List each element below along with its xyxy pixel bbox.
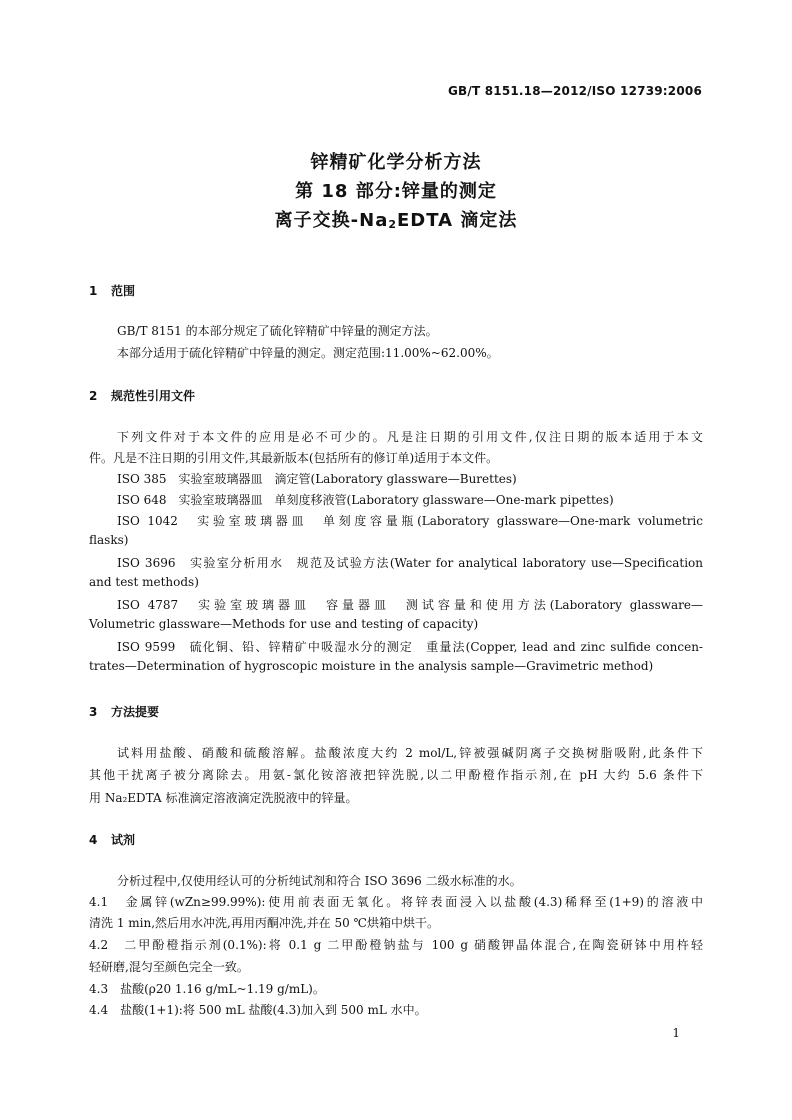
section-3-heading xyxy=(89,703,159,720)
reference-iso-4787-line-2: Volumetric glassware—Methods for use and testing of capacity) xyxy=(89,617,479,631)
section-4-intro: 分析过程中,仅使用经认可的分析纯试剂和符合 ISO 3696 二级水标准的水。 xyxy=(117,874,522,888)
reference-iso-1042-line-2: flasks) xyxy=(89,533,129,547)
title-line-3-a: 离子交换-Na xyxy=(274,210,389,231)
section-2-number: 2 xyxy=(89,389,98,403)
section-3-number: 3 xyxy=(89,705,98,719)
section-2-heading xyxy=(89,387,195,404)
section-3-line-1: 试料用盐酸、硝酸和硫酸溶解。盐酸浓度大约 2 mol/L,锌被强碱阴离子交换树脂吸附,此条件下 xyxy=(117,746,703,760)
section-4-title: 试剂 xyxy=(111,833,136,847)
section-1-paragraph-1: GB/T 8151 的本部分规定了硫化锌精矿中锌量的测定方法。 xyxy=(117,324,438,338)
section-3-line-3: 用 Na₂EDTA 标准滴定溶液滴定洗脱液中的锌量。 xyxy=(89,791,358,805)
reference-iso-9599-line-2: trates—Determination of hygroscopic moisture in the analysis sample—Gravimetric method) xyxy=(89,659,654,673)
section-2-intro-line-2: 件。凡是不注日期的引用文件,其最新版本(包括所有的修订单)适用于本文件。 xyxy=(89,451,499,465)
reagent-4-2-line-2: 轻研磨,混匀至颜色完全一致。 xyxy=(89,960,249,974)
section-1-paragraph-2: 本部分适用于硫化锌精矿中锌量的测定。测定范围:11.00%~62.00%。 xyxy=(117,346,499,360)
title-line-2: 第 18 部分:锌量的测定 xyxy=(295,181,497,202)
section-3-title: 方法提要 xyxy=(111,705,160,719)
reagent-4-3: 4.3 盐酸(ρ20 1.16 g/mL~1.19 g/mL)。 xyxy=(89,982,325,996)
section-4-number: 4 xyxy=(89,833,98,847)
section-3-line-2: 其他干扰离子被分离除去。用氨-氯化铵溶液把锌洗脱,以二甲酚橙作指示剂,在 pH 大约 5.6 条件下 xyxy=(89,768,703,782)
page-number: 1 xyxy=(672,1026,680,1040)
reference-iso-1042-line-1: ISO 1042 实验室玻璃器皿 单刻度容量瓶(Laboratory glassware—One-mark volumetric xyxy=(117,514,703,528)
reagent-4-4: 4.4 盐酸(1+1):将 500 mL 盐酸(4.3)加入到 500 mL 水中。 xyxy=(89,1003,427,1017)
reference-iso-3696-line-1: ISO 3696 实验室分析用水 规范及试验方法(Water for analytical laboratory use—Specification xyxy=(117,556,703,570)
title-line-3 xyxy=(0,206,792,239)
reference-iso-9599-line-1: ISO 9599 硫化铜、铅、锌精矿中吸湿水分的测定 重量法(Copper, lead and zinc sulfide concen- xyxy=(117,640,703,654)
reference-iso-385: ISO 385 实验室玻璃器皿 滴定管(Laboratory glassware—Burettes) xyxy=(117,472,517,486)
title-line-3-sub: 2 xyxy=(388,218,397,231)
reagent-4-1-line-2: 清洗 1 min,然后用水冲洗,再用丙酮冲洗,并在 50 ℃烘箱中烘干。 xyxy=(89,916,439,930)
standard-code: GB/T 8151.18—2012/ISO 12739:2006 xyxy=(447,84,702,98)
title-line-1: 锌精矿化学分析方法 xyxy=(310,152,482,173)
section-1-number: 1 xyxy=(89,284,98,298)
reagent-4-1-line-1: 4.1 金属锌(wZn≥99.99%):使用前表面无氧化。将锌表面浸入以盐酸(4.3)稀释至(1+9)的溶液中 xyxy=(89,895,703,909)
reference-iso-4787-line-1: ISO 4787 实验室玻璃器皿 容量器皿 测试容量和使用方法(Laboratory glassware— xyxy=(117,598,703,612)
section-1-title: 范围 xyxy=(111,284,136,298)
reference-iso-648: ISO 648 实验室玻璃器皿 单刻度移液管(Laboratory glassware—One-mark pipettes) xyxy=(117,493,614,507)
section-1-heading xyxy=(89,282,135,299)
section-2-intro-line-1: 下列文件对于本文件的应用是必不可少的。凡是注日期的引用文件,仅注日期的版本适用于本文 xyxy=(117,430,703,444)
section-2-title: 规范性引用文件 xyxy=(111,389,196,403)
section-4-heading xyxy=(89,831,135,848)
reference-iso-3696-line-2: and test methods) xyxy=(89,575,199,589)
title-line-3-b: EDTA 滴定法 xyxy=(397,210,518,231)
document-title xyxy=(0,148,792,239)
reagent-4-2-line-1: 4.2 二甲酚橙指示剂(0.1%):将 0.1 g 二甲酚橙钠盐与 100 g 硝酸钾晶体混合,在陶瓷研钵中用杵轻 xyxy=(89,938,703,952)
